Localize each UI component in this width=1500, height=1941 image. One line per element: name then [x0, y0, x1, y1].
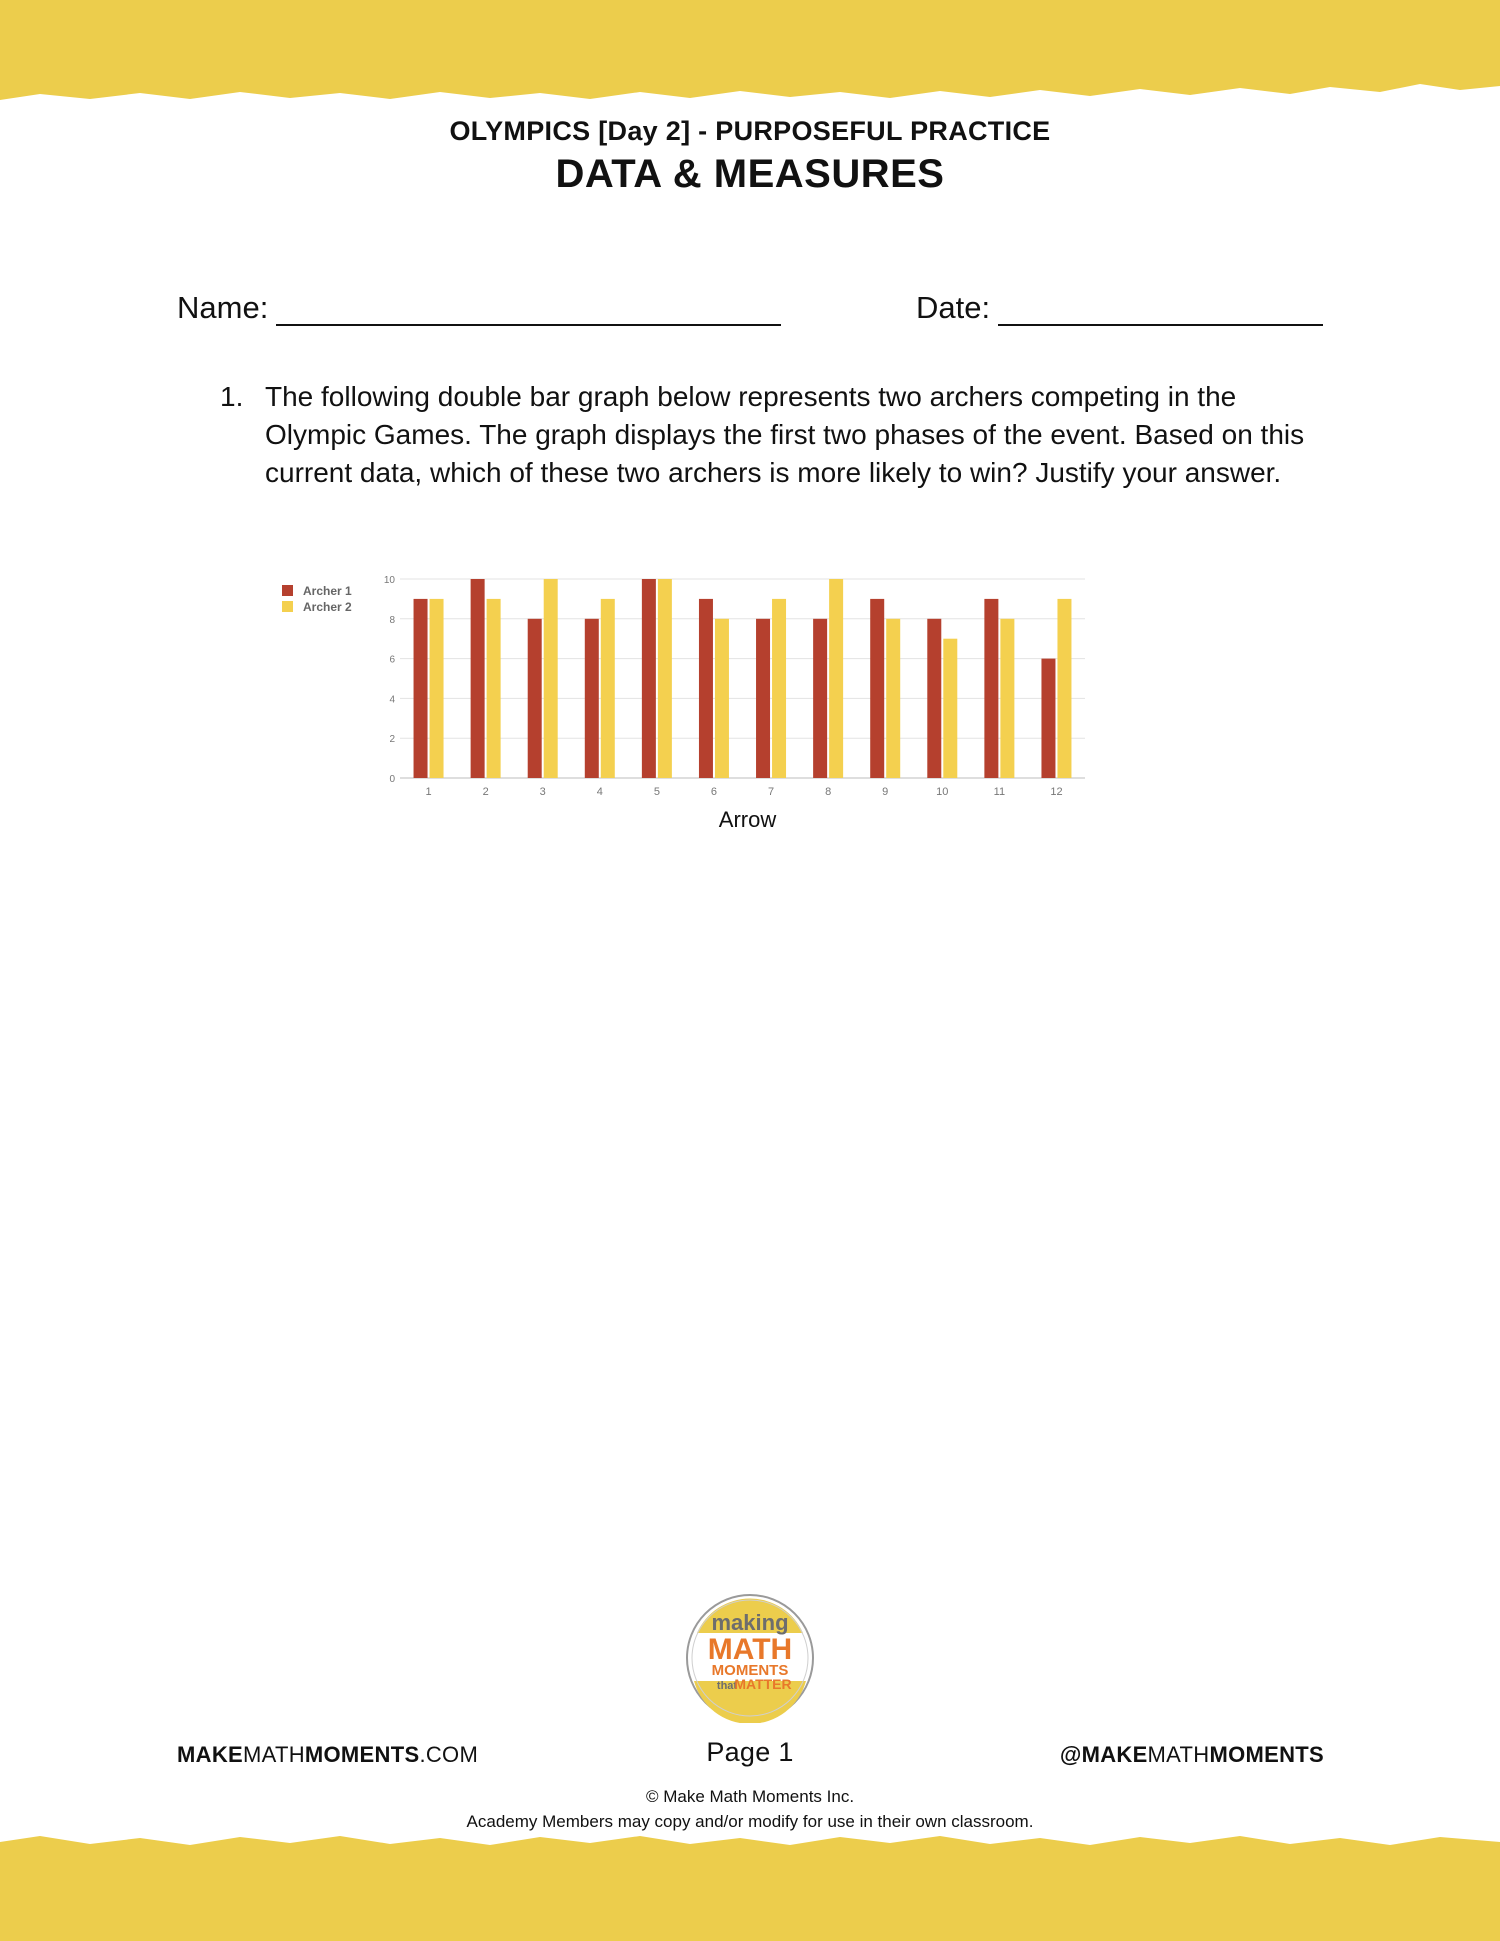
- name-field[interactable]: [177, 290, 781, 326]
- logo-text-matter: MATTER: [734, 1676, 792, 1692]
- bar-archer-2: [829, 579, 843, 778]
- bar-archer-1: [528, 619, 542, 778]
- footer-handle-moments: MOMENTS: [1209, 1742, 1324, 1767]
- y-tick-label: 0: [389, 774, 395, 785]
- bar-archer-2: [430, 599, 444, 778]
- license-notice: Academy Members may copy and/or modify for use in their own classroom.: [466, 1812, 1034, 1831]
- question-number: 1.: [220, 381, 244, 412]
- question-text: The following double bar graph below represents two archers competing in the Olympic Games. The graph displays the first two phases of the event. Based on this current data, which of these two archers is more likely to win? Justify your answer.: [265, 381, 1305, 488]
- bar-archer-1: [699, 599, 713, 778]
- bar-archer-1: [756, 619, 770, 778]
- bar-archer-1: [927, 619, 941, 778]
- x-tick-label: 6: [710, 786, 718, 798]
- bar-archer-2: [943, 639, 957, 778]
- x-tick-label: 3: [539, 786, 546, 798]
- page-number: Page 1: [706, 1737, 794, 1767]
- footer-handle-math: MATH: [1147, 1742, 1210, 1767]
- x-tick-label: 10: [936, 786, 949, 798]
- legend-label-archer-1: Archer 1: [303, 584, 352, 598]
- bar-archer-2: [886, 619, 900, 778]
- double-bar-chart: [270, 565, 1100, 840]
- bar-archer-1: [642, 579, 656, 778]
- bar-archer-2: [1057, 599, 1071, 778]
- bar-archer-1: [414, 599, 428, 778]
- bar-archer-1: [984, 599, 998, 778]
- bar-archer-1: [471, 579, 485, 778]
- legend-swatch-archer-2: [282, 601, 293, 612]
- date-label: Date:: [916, 290, 991, 325]
- x-tick-label: 8: [825, 786, 832, 798]
- bar-archer-2: [772, 599, 786, 778]
- y-tick-label: 6: [389, 654, 395, 666]
- bar-archer-2: [487, 599, 501, 778]
- date-blank-line[interactable]: [998, 294, 1323, 326]
- logo-text-making: making: [711, 1610, 789, 1635]
- bottom-yellow-band: [0, 1820, 1500, 1941]
- footer-site-math: MATH: [242, 1742, 305, 1767]
- x-tick-label: 7: [767, 786, 775, 798]
- bar-archer-1: [813, 619, 827, 778]
- bar-archer-1: [870, 599, 884, 778]
- name-blank-line[interactable]: [276, 294, 781, 326]
- footer-site-make: MAKE: [177, 1742, 243, 1767]
- legend-swatch-archer-1: [282, 585, 293, 596]
- x-tick-label: 1: [425, 786, 432, 798]
- bar-archer-1: [585, 619, 599, 778]
- footer-site-com: .COM: [419, 1742, 479, 1767]
- footer-handle-make: @MAKE: [1059, 1742, 1148, 1767]
- y-tick-label: 10: [383, 575, 395, 586]
- y-tick-label: 2: [389, 734, 395, 746]
- bar-archer-2: [715, 619, 729, 778]
- bar-archer-2: [601, 599, 615, 778]
- x-tick-label: 12: [1050, 786, 1063, 798]
- bar-archer-1: [1041, 659, 1055, 778]
- x-tick-label: 11: [993, 786, 1006, 798]
- y-tick-label: 8: [389, 614, 395, 626]
- logo-text-that: that: [716, 1680, 738, 1692]
- legend-label-archer-2: Archer 2: [303, 600, 352, 614]
- footer-site-moments: MOMENTS: [304, 1742, 420, 1767]
- worksheet-title: DATA & MEASURES: [555, 152, 945, 196]
- logo-text-moments: MOMENTS: [711, 1662, 789, 1679]
- date-field[interactable]: [916, 290, 1323, 326]
- making-math-moments-logo: [685, 1593, 815, 1723]
- y-tick-label: 4: [389, 694, 395, 706]
- x-tick-label: 2: [482, 786, 489, 798]
- worksheet-subtitle: OLYMPICS [Day 2] - PURPOSEFUL PRACTICE: [449, 116, 1051, 146]
- logo-text-math: MATH: [707, 1633, 793, 1666]
- bar-archer-2: [544, 579, 558, 778]
- footer-handle[interactable]: [1060, 1742, 1324, 1768]
- x-tick-label: 9: [882, 786, 889, 798]
- x-tick-label: 4: [596, 786, 603, 798]
- bar-archer-2: [658, 579, 672, 778]
- name-label: Name:: [177, 290, 269, 325]
- bar-archer-2: [1000, 619, 1014, 778]
- x-tick-label: 5: [653, 786, 660, 798]
- copyright-notice: © Make Math Moments Inc.: [645, 1787, 855, 1806]
- top-yellow-band: [0, 0, 1500, 120]
- x-axis-label: Arrow: [718, 807, 777, 832]
